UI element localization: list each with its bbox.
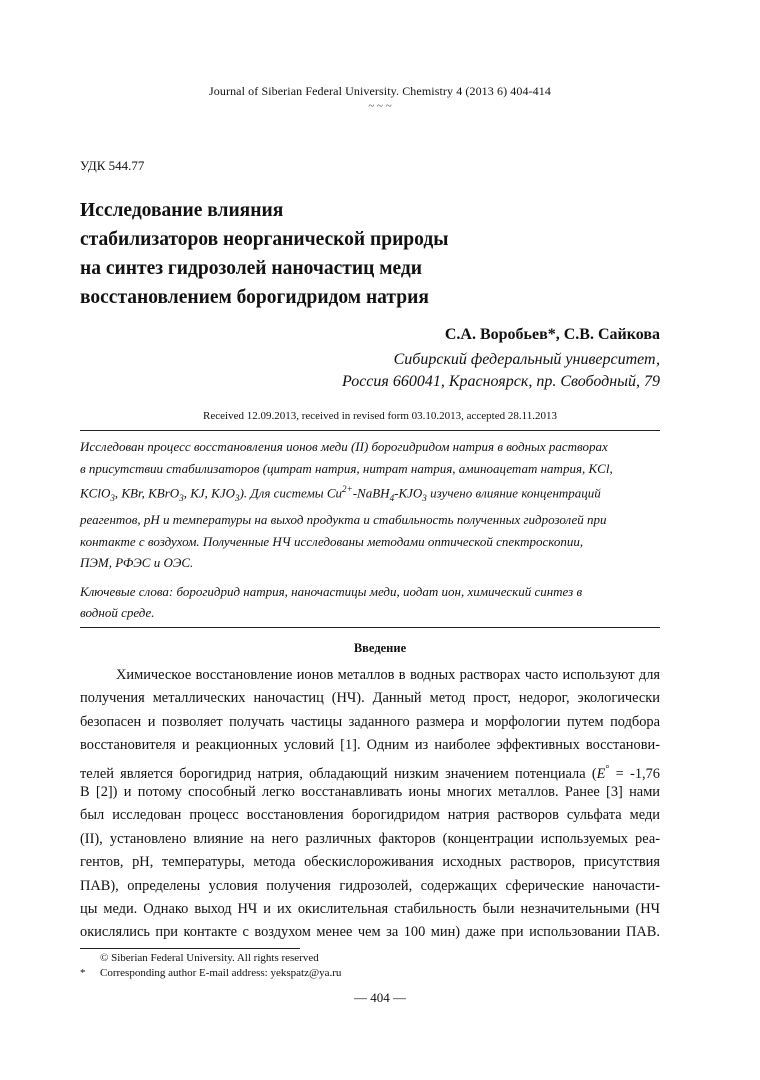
body-line: Химическое восстановление ионов металлов в водных растворах часто используют для — [116, 667, 660, 683]
title-line: восстановлением борогидридом натрия — [80, 287, 429, 308]
section-heading: Введение — [353, 641, 407, 655]
abstract-line: контакте с воздухом. Полученные НЧ исследованы методами оптической спектроскопии, — [80, 533, 584, 549]
abstract-line: Исследован процесс восстановления ионов меди (II) борогидридом натрия в водных растворах — [80, 439, 608, 454]
abstract-line: реагентов, pH и температуры на выход продукта и стабильность полученных гидрозолей при — [80, 512, 607, 528]
udk-code: УДК 544.77 — [80, 158, 145, 173]
keywords-line: Ключевые слова: борогидрид натрия, наночастицы меди, иодат ион, химический синтез в — [80, 584, 583, 599]
body-line: В [2]) и потому способный легко восстанавливать ионы многих металлов. Ранее [3] нами — [80, 783, 660, 800]
abstract-line: в присутствии стабилизаторов (цитрат натрия, нитрат натрия, аминоацетат натрия, KCl, — [80, 460, 613, 476]
title-line: стабилизаторов неорганической природы — [80, 229, 449, 250]
keywords-line: водной среде. — [80, 605, 155, 620]
affiliation — [342, 349, 660, 393]
affiliation-line: Россия 660041, Красноярск, пр. Свободный, 79 — [342, 373, 660, 390]
journal-header: Journal of Siberian Federal University. Chemistry 4 (2013 6) 404-414 — [209, 84, 551, 98]
abstract-top-rule — [80, 430, 660, 431]
footnote-rule — [80, 948, 300, 949]
authors: С.А. Воробьев*, С.В. Сайкова — [444, 326, 660, 343]
body-line: ПАВ), определены условия получения гидрозолей, содержащих сферические наночасти- — [80, 877, 660, 894]
body-line: восстановителя и реакционных условий [1]. Одним из наиболее эффективных восстанови- — [80, 737, 660, 754]
body-line: окислялись при контакте с воздухом менее чем за 100 мин) даже при использовании ПАВ. — [80, 924, 660, 941]
corresponding-author-footnote: * Corresponding author E-mail address: yekspatz@ya.ru — [80, 967, 342, 979]
page-number: — 404 — — [354, 990, 406, 1005]
keywords-bottom-rule — [80, 627, 660, 628]
received-dates: Received 12.09.2013, received in revised form 03.10.2013, accepted 28.11.2013 — [203, 410, 557, 422]
abstract-line: ПЭМ, РФЭС и ОЭС. — [80, 555, 194, 571]
title-line: на синтез гидрозолей наночастиц меди — [80, 258, 422, 279]
body-line: (II), установлено влияние на него различных факторов (концентрации используемых реа- — [80, 830, 660, 847]
abstract-line: KClO$_3$, KBr, KBrO$_3$, KJ, $KJO_3$). Для системы $Cu^{2+}-NaBH_4-KJO_3$ изучено влияние концентраций — [80, 484, 601, 503]
body-line: телей является борогидрид натрия, обладающий низким значением потенциала (E° = -1,76 — [80, 763, 660, 782]
keywords — [80, 581, 660, 623]
abstract — [80, 436, 660, 574]
body-line: гентов, pH, температуры, метода обескислороживания исходных растворов, присутствия — [80, 854, 660, 871]
title-line: Исследование влияния — [80, 200, 284, 221]
body-paragraph — [80, 664, 660, 945]
header-ornament: ~ ~ ~ — [368, 100, 392, 112]
body-line: был исследован процесс восстановления борогидридом натрия растворов сульфата меди — [80, 807, 660, 824]
affiliation-line: Сибирский федеральный университет, — [393, 351, 660, 368]
body-line: получения металлических наночастиц (НЧ). Данный метод прост, недорог, экологически — [80, 690, 660, 707]
copyright-footnote: © Siberian Federal University. All rights reserved — [100, 952, 319, 964]
body-line: цы меди. Однако выход НЧ и их окислительная стабильность были незначительными (НЧ — [80, 900, 660, 917]
paper-title — [80, 196, 600, 312]
footnotes — [80, 951, 341, 981]
body-line: безопасен и позволяет получать частицы заданного размера и морфологии путем подбора — [80, 713, 660, 730]
